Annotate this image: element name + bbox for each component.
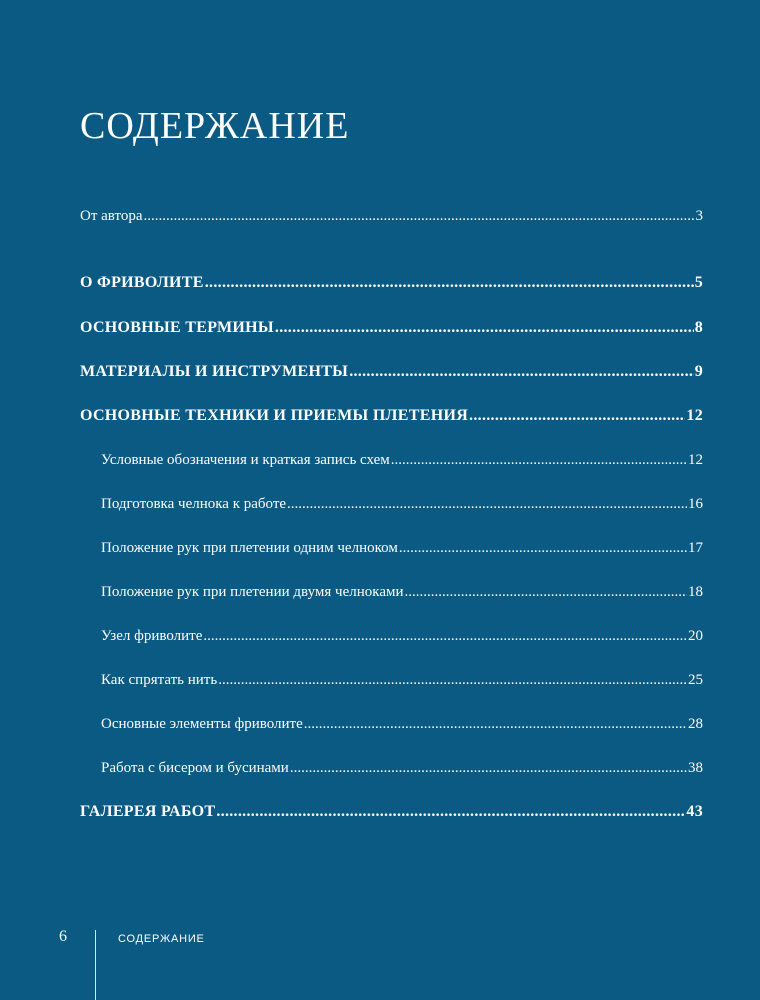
toc-entry-symbols	[101, 452, 703, 469]
toc-entry-label: Положение рук при плетении одним челноком	[101, 540, 398, 556]
toc-entry-hide-thread	[101, 672, 703, 689]
toc-entry-label: Работа с бисером и бусинами	[101, 760, 289, 776]
dot-leader	[304, 716, 687, 733]
toc-entry-frivolite-knot	[101, 628, 703, 645]
toc-entry-page: 17	[688, 540, 703, 556]
footer-section-label: СОДЕРЖАНИЕ	[118, 933, 205, 945]
toc-entry-label: Подготовка челнока к работе	[101, 496, 287, 512]
toc-entry-page: 12	[688, 452, 703, 468]
toc-entry-page: 8	[694, 319, 703, 336]
dot-leader	[399, 540, 687, 557]
toc-entry-shuttle-prep	[101, 496, 703, 513]
dot-leader	[287, 496, 687, 513]
toc-entry-label: ГАЛЕРЕЯ РАБОТ	[80, 803, 216, 820]
toc-entry-page: 18	[688, 584, 703, 600]
toc-entry-page: 9	[694, 363, 703, 380]
dot-leader	[218, 672, 687, 689]
dot-leader	[203, 628, 687, 645]
toc-entry-page: 25	[688, 672, 703, 688]
toc-entry-page: 43	[686, 803, 703, 820]
toc-entry-materials-tools	[80, 363, 703, 381]
toc-entry-label: ОСНОВНЫЕ ТЕРМИНЫ	[80, 319, 274, 336]
toc-entry-one-shuttle	[101, 540, 703, 557]
toc-entry-label: О ФРИВОЛИТЕ	[80, 274, 204, 291]
toc-entry-beads	[101, 760, 703, 777]
toc-entry-page: 3	[695, 208, 703, 224]
toc-entry-gallery	[80, 803, 703, 821]
toc-entry-from-author	[80, 208, 703, 225]
dot-leader	[205, 274, 694, 292]
toc-entry-label: Узел фриволите	[101, 628, 203, 644]
dot-leader	[275, 319, 694, 337]
toc-entry-label: Положение рук при плетении двумя челноками	[101, 584, 404, 600]
dot-leader	[144, 208, 695, 225]
toc-entry-basic-terms	[80, 319, 703, 337]
footer-page-number: 6	[59, 928, 67, 945]
toc-entry-label: Основные элементы фриволите	[101, 716, 303, 732]
dot-leader	[391, 452, 687, 469]
toc-entry-page: 16	[688, 496, 703, 512]
dot-leader	[349, 363, 694, 381]
toc-entry-label: МАТЕРИАЛЫ И ИНСТРУМЕНТЫ	[80, 363, 349, 380]
toc-entry-page: 20	[688, 628, 703, 644]
toc-entry-page: 5	[694, 274, 703, 291]
dot-leader	[216, 803, 685, 821]
toc-entry-two-shuttles	[101, 584, 703, 601]
toc-entry-page: 12	[686, 407, 703, 424]
toc-entry-about-frivolite	[80, 274, 703, 292]
toc-entry-label: Как спрятать нить	[101, 672, 218, 688]
page-title: СОДЕРЖАНИЕ	[80, 105, 350, 147]
toc-entry-page: 38	[688, 760, 703, 776]
toc-entry-basic-elements	[101, 716, 703, 733]
footer-divider	[95, 930, 96, 1000]
toc-entry-label: От автора	[80, 208, 143, 224]
toc-entry-basic-techniques	[80, 407, 703, 425]
dot-leader	[290, 760, 687, 777]
dot-leader	[469, 407, 685, 425]
toc-entry-label: ОСНОВНЫЕ ТЕХНИКИ И ПРИЕМЫ ПЛЕТЕНИЯ	[80, 407, 469, 424]
toc-entry-label: Условные обозначения и краткая запись схем	[101, 452, 390, 468]
toc-entry-page: 28	[688, 716, 703, 732]
dot-leader	[405, 584, 688, 601]
